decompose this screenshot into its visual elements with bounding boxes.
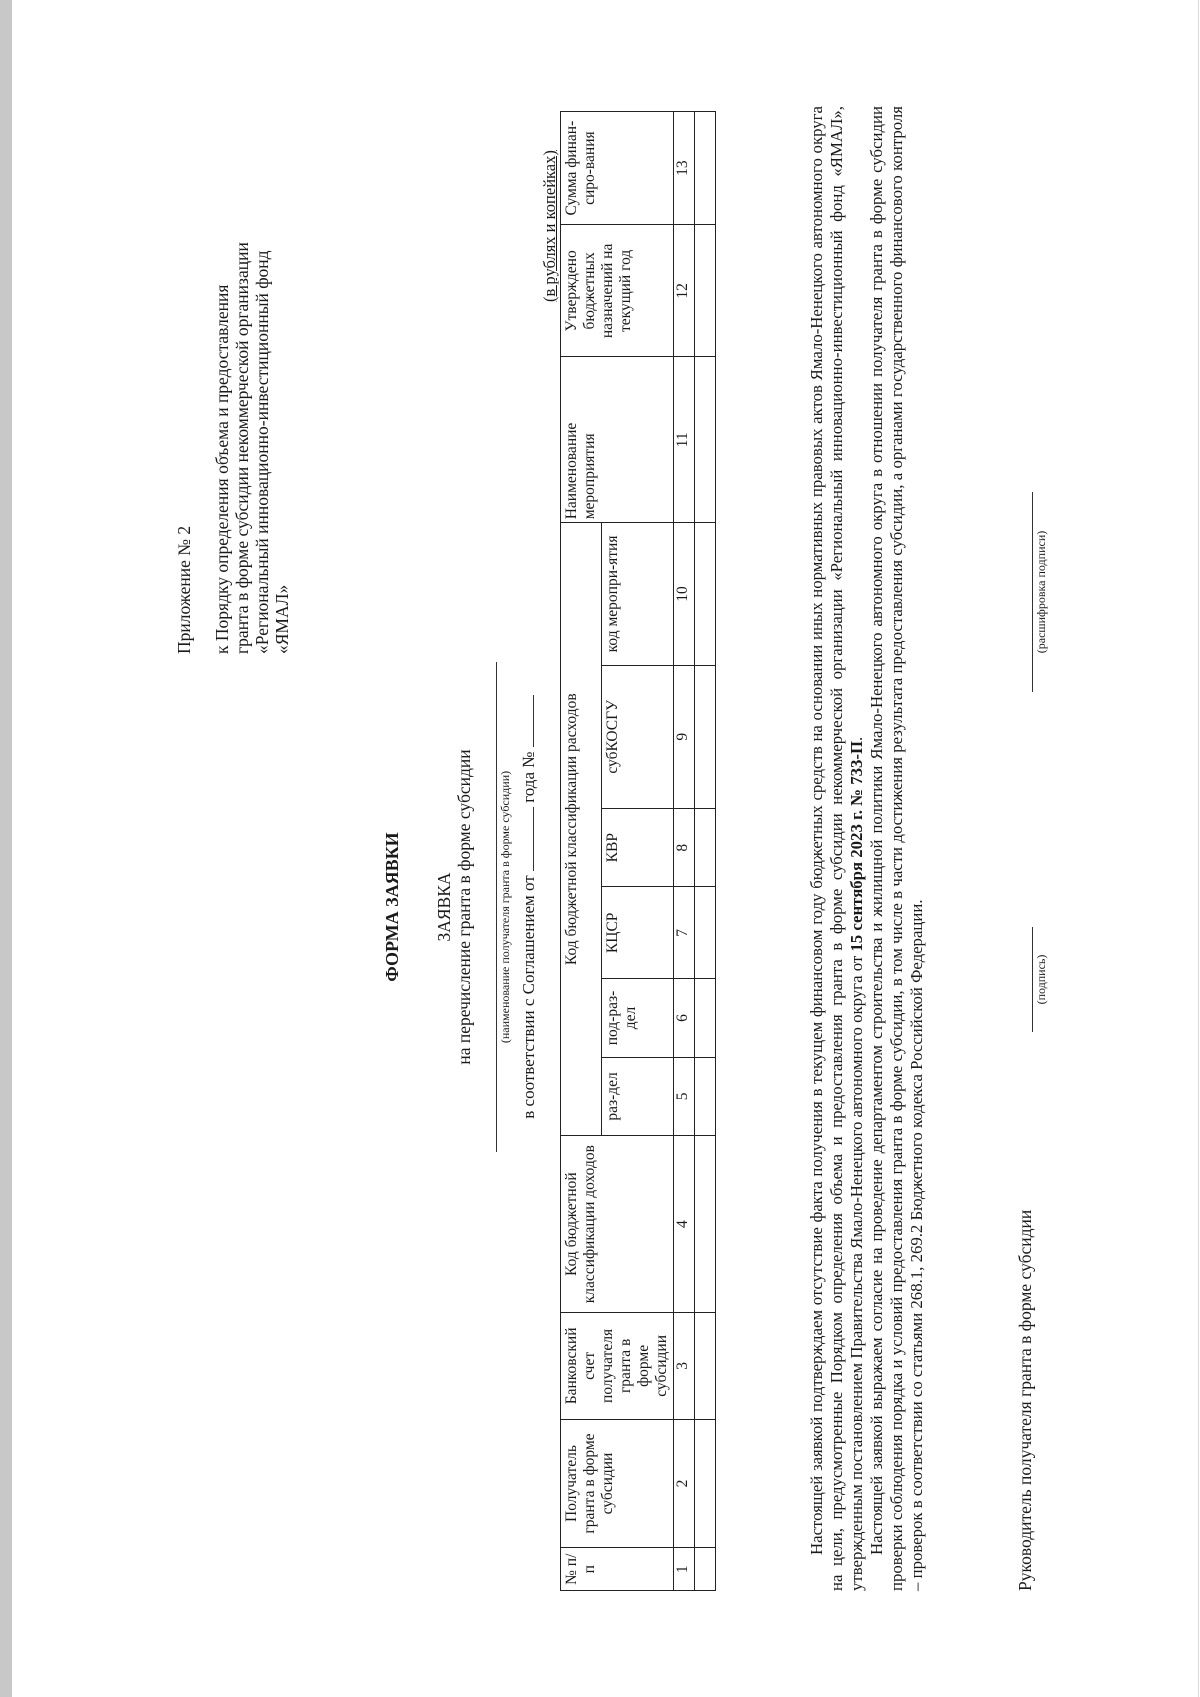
col-header-event-code: код меропри-ятия <box>601 523 673 665</box>
paragraph-confirmation <box>807 106 867 1591</box>
appendix-number: Приложение № 2 <box>174 525 194 654</box>
column-number: 6 <box>674 979 695 1057</box>
col-header-recipient: Получатель гранта в форме субсидии <box>561 1419 674 1548</box>
column-number: 8 <box>674 808 695 886</box>
table-cell <box>695 1136 716 1313</box>
document-page <box>12 0 1200 1697</box>
table-cell <box>695 1313 716 1419</box>
decoding-hint: (расшифровка подписи) <box>1034 530 1048 654</box>
table-row <box>695 112 716 1591</box>
column-number: 7 <box>674 887 695 979</box>
paragraph-confirmation-end: . <box>847 736 866 741</box>
column-number: 13 <box>674 112 695 225</box>
units-note: (в рублях и копейках) <box>540 150 559 302</box>
column-number: 12 <box>674 225 695 357</box>
table-cell <box>695 1548 716 1591</box>
numbering-row <box>674 112 695 1591</box>
table-cell <box>695 523 716 665</box>
table-cell <box>695 887 716 979</box>
column-number: 11 <box>674 357 695 523</box>
agreement-number-blank <box>533 695 534 747</box>
col-header-num: № п/п <box>561 1548 674 1591</box>
agreement-prefix: в соответствии с Соглашением от <box>519 875 538 1119</box>
agreement-date-blank <box>533 807 534 871</box>
agreement-mid: года № <box>519 751 538 803</box>
form-title: ФОРМА ЗАЯВКИ <box>382 832 402 982</box>
column-number: 10 <box>674 523 695 665</box>
column-number: 9 <box>674 665 695 808</box>
col-header-event-name: Наименование мероприятия <box>561 357 674 523</box>
recipient-hint: (наименование получателя гранта в форме субсидии) <box>498 770 512 1044</box>
col-header-bank-account: Банковский счет получателя гранта в форме субсидии <box>561 1313 674 1419</box>
table-cell <box>695 225 716 357</box>
signer-title: Руководитель получателя гранта в форме субсидии <box>1015 1209 1035 1591</box>
column-number: 2 <box>674 1419 695 1548</box>
table-cell <box>695 1419 716 1548</box>
col-header-section: раз-дел <box>601 1057 673 1135</box>
agreement-line <box>519 547 539 1267</box>
col-header-amount: Сумма финан-сиро-вания <box>561 112 674 225</box>
column-number: 5 <box>674 1057 695 1135</box>
col-header-expense-group: Код бюджетной классификации расходов <box>561 523 602 1136</box>
application-title: ЗАЯВКА <box>434 872 454 942</box>
col-header-approved: Утверждено бюджетных назначений на текущий год <box>561 225 674 357</box>
application-heading <box>434 677 474 1137</box>
table-cell <box>695 665 716 808</box>
col-header-kcsr: КЦСР <box>601 887 673 979</box>
column-number: 3 <box>674 1313 695 1419</box>
decoding-line <box>1032 492 1033 692</box>
application-subtitle: на перечисление гранта в форме субсидии <box>454 749 474 1065</box>
paragraph-consent: Настоящей заявкой выражаем согласие на проведение департаментом строительства и жилищной политики Ямало-Ненецкого автономного округа в отношении получателя гранта в форме субсидии проверки соблюдения порядка и условий предоставления гранта в форме субсидии, в том числе в части достижения результата предоставления субсидии, а органами государственного финансового контроля – проверок в соответствии со статьями 268.1, 269.2 Бюджетного кодекса Российской Федерации. <box>867 106 926 1591</box>
col-header-kvr: КВР <box>601 808 673 886</box>
appendix-block <box>174 234 292 654</box>
decree-reference: 15 сентября 2023 г. № 733-П <box>847 740 866 952</box>
rotated-landscape-content <box>12 0 1200 1697</box>
signature-line <box>1032 927 1033 1032</box>
recipient-fill-line <box>496 662 497 1152</box>
table-cell <box>695 357 716 523</box>
col-header-subkosgu: субКОСГУ <box>601 665 673 808</box>
col-header-income-code: Код бюджетной классификации доходов <box>561 1136 674 1313</box>
signature-hint: (подпись) <box>1034 954 1048 1005</box>
table-cell <box>695 1057 716 1135</box>
col-header-subsection: под-раз-дел <box>601 979 673 1057</box>
column-number: 1 <box>674 1548 695 1591</box>
paragraph-confirmation-text: Настоящей заявкой подтверждаем отсутствие факта получения в текущем финансовом году бюджетных средств на основании иных нормативных правовых актов Ямало-Ненецкого автономного округа на цели, предусмотренные Порядком определения объема и предоставления гранта в форме субсидии некоммерческой организации «Региональный инновационно-инвестиционный фонд «ЯМАЛ», утвержденным постановлением Правительства Ямало-Ненецкого автономного округа от <box>807 106 866 1591</box>
table-cell <box>695 979 716 1057</box>
application-table <box>560 111 716 1591</box>
table-cell <box>695 808 716 886</box>
table-cell <box>695 112 716 225</box>
column-number: 4 <box>674 1136 695 1313</box>
appendix-text: к Порядку определения объема и предоставления гранта в форме субсидии некоммерческой организации «Региональный инновационно-инвестиционный фонд «ЯМАЛ» <box>212 242 292 654</box>
body-paragraphs <box>807 106 927 1591</box>
